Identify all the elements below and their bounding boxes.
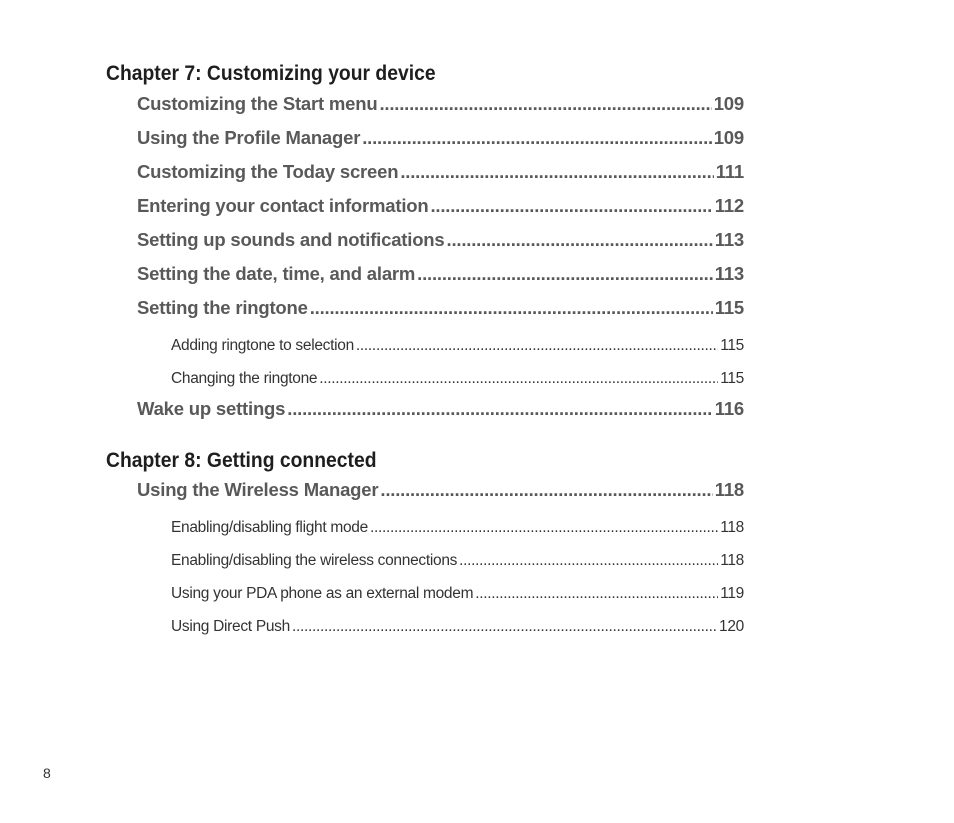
toc-entry-wireless-manager[interactable] bbox=[137, 479, 744, 501]
toc-entry-label: Enabling/disabling flight mode bbox=[171, 519, 368, 536]
leader-dots bbox=[356, 337, 718, 355]
toc-entry-page: 109 bbox=[713, 127, 744, 148]
toc-entry-profile-manager[interactable] bbox=[137, 127, 744, 149]
leader-dots bbox=[459, 552, 718, 570]
toc-subentry-adding-ringtone[interactable] bbox=[171, 337, 744, 355]
toc-entry-page: 112 bbox=[714, 195, 744, 216]
toc-entry-page: 120 bbox=[719, 618, 744, 635]
toc-entry-page: 115 bbox=[714, 297, 744, 318]
toc-entry-label: Customizing the Today screen bbox=[137, 161, 399, 182]
toc-entry-page: 118 bbox=[720, 552, 744, 569]
toc-subentry-external-modem[interactable] bbox=[171, 585, 744, 603]
toc-entry-contact-information[interactable] bbox=[137, 195, 744, 217]
toc-entry-page: 109 bbox=[713, 93, 744, 114]
toc-entry-customizing-start-menu[interactable] bbox=[137, 93, 744, 115]
toc-entry-page: 118 bbox=[720, 519, 744, 536]
toc-entry-label: Using Direct Push bbox=[171, 618, 290, 635]
toc-entry-label: Using the Profile Manager bbox=[137, 127, 361, 148]
leader-dots bbox=[310, 297, 713, 319]
chapter-8-title: Chapter 8: Getting connected bbox=[106, 449, 377, 472]
toc-entry-label: Adding ringtone to selection bbox=[171, 337, 354, 354]
leader-dots bbox=[417, 263, 713, 285]
leader-dots bbox=[475, 585, 718, 603]
toc-entry-sounds-notifications[interactable] bbox=[137, 229, 744, 251]
toc-entry-today-screen[interactable] bbox=[137, 161, 744, 183]
leader-dots bbox=[430, 195, 712, 217]
toc-entry-date-time-alarm[interactable] bbox=[137, 263, 744, 285]
toc-entry-label: Setting the ringtone bbox=[137, 297, 308, 318]
toc-entry-label: Entering your contact information bbox=[137, 195, 429, 216]
toc-entry-page: 116 bbox=[714, 398, 744, 419]
toc-subentry-flight-mode[interactable] bbox=[171, 519, 744, 537]
leader-dots bbox=[319, 370, 718, 388]
toc-entry-label: Setting up sounds and notifications bbox=[137, 229, 445, 250]
toc-subentry-changing-ringtone[interactable] bbox=[171, 370, 744, 388]
leader-dots bbox=[370, 519, 718, 537]
toc-entry-page: 119 bbox=[720, 585, 744, 602]
toc-entry-ringtone[interactable] bbox=[137, 297, 744, 319]
leader-dots bbox=[400, 161, 713, 183]
toc-entry-label: Wake up settings bbox=[137, 398, 286, 419]
toc-entry-label: Setting the date, time, and alarm bbox=[137, 263, 416, 284]
toc-entry-label: Customizing the Start menu bbox=[137, 93, 378, 114]
leader-dots bbox=[287, 398, 712, 420]
leader-dots bbox=[380, 479, 712, 501]
toc-entry-label: Changing the ringtone bbox=[171, 370, 318, 387]
toc-entry-page: 118 bbox=[714, 479, 744, 500]
toc-entry-wake-up-settings[interactable] bbox=[137, 398, 744, 420]
toc-entry-label: Enabling/disabling the wireless connections bbox=[171, 552, 458, 569]
toc-entry-page: 113 bbox=[714, 229, 744, 250]
chapter-7-title: Chapter 7: Customizing your device bbox=[106, 62, 436, 85]
leader-dots bbox=[379, 93, 711, 115]
toc-entry-page: 111 bbox=[715, 161, 744, 182]
leader-dots bbox=[362, 127, 712, 149]
toc-entry-page: 115 bbox=[720, 337, 744, 354]
leader-dots bbox=[292, 618, 717, 636]
toc-subentry-wireless-connections[interactable] bbox=[171, 552, 744, 570]
page-number: 8 bbox=[43, 765, 51, 781]
toc-entry-label: Using the Wireless Manager bbox=[137, 479, 379, 500]
toc-entry-label: Using your PDA phone as an external modem bbox=[171, 585, 474, 602]
toc-entry-page: 115 bbox=[720, 370, 744, 387]
leader-dots bbox=[447, 229, 713, 251]
toc-subentry-direct-push[interactable] bbox=[171, 618, 744, 636]
toc-entry-page: 113 bbox=[714, 263, 744, 284]
